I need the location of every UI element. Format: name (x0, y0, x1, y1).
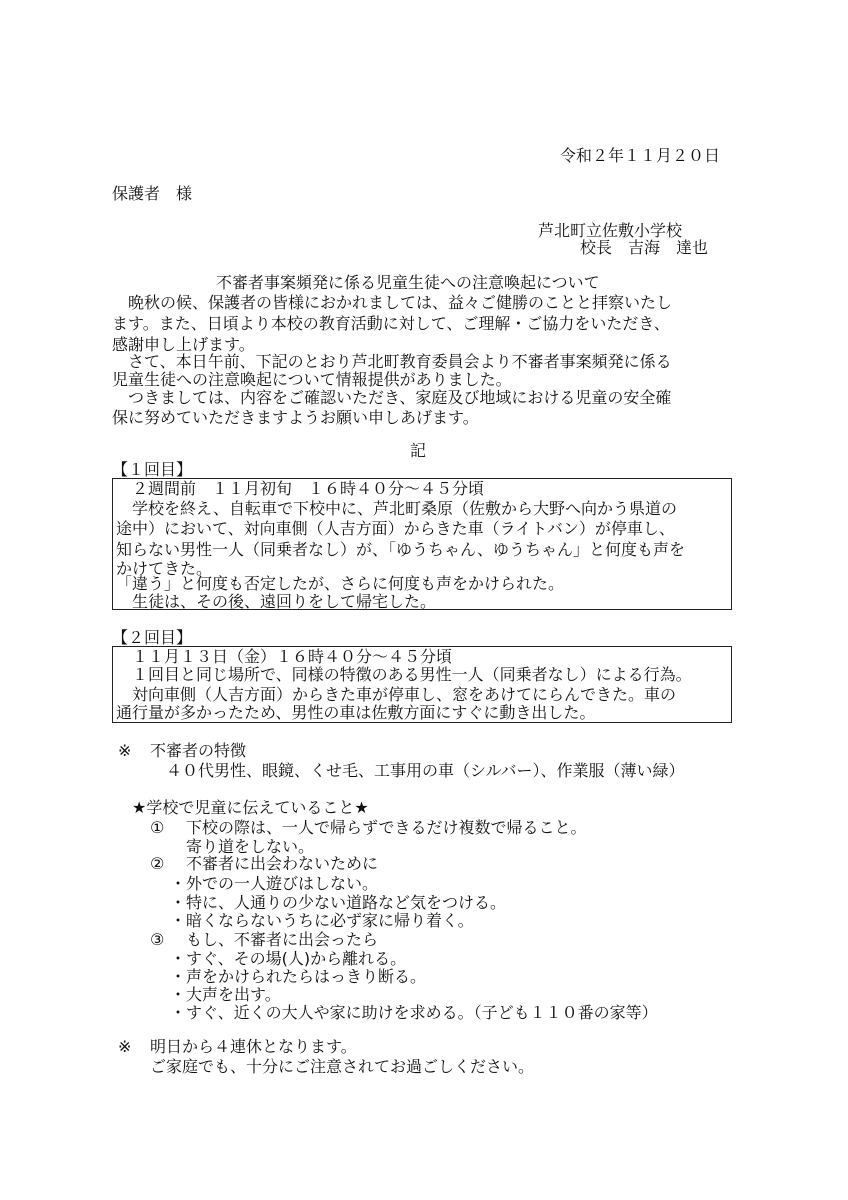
note-mark: ※ (118, 741, 132, 760)
item-number: ① (150, 818, 165, 837)
addressee: 保護者 様 (112, 184, 193, 203)
teaching-heading: ★学校で児童に伝えていること★ (132, 798, 369, 817)
item-text: 不審者に出会わないために (186, 854, 379, 873)
suspect-heading: 不審者の特徴 (150, 741, 247, 760)
item-subline: ・すぐ、その場(人)から離れる。 (170, 949, 407, 968)
item-subline: ・声をかけられたらはっきり断る。 (170, 967, 427, 986)
incident2-line: 通行量が多かったため、男性の車は佐敷方面にすぐに動き出した。 (116, 703, 596, 722)
intro-line: 児童生徒への注意喚起について情報提供がありました。 (112, 370, 512, 389)
note-mark: ※ (118, 1037, 132, 1056)
intro-line: さて、本日午前、下記のとおり芦北町教育委員会より不審者事案頻発に係る (112, 352, 672, 371)
letter-date: 令和２年１１月２０日 (559, 146, 720, 165)
item-subline: ・特に、人通りの少ない道路など気をつける。 (170, 893, 507, 912)
incident1-line: 知らない男性一人（同乗者なし）が、「ゆうちゃん、ゆうちゃん」と何度も声を (116, 540, 685, 559)
incident1-line: かけてきた。 (116, 559, 213, 578)
incident2-label: 【２回目】 (112, 628, 193, 647)
intro-line: 晩秋の候、保護者の皆様におかれましては、益々ご健勝のことと拝察いたし (128, 293, 673, 312)
incident1-line: ２週間前 １１月初旬 １６時４０分～４５分頃 (116, 479, 485, 498)
item-subline: 寄り道をしない。 (186, 837, 315, 856)
intro-line: 保に努めていただきますようお願い申しあげます。 (112, 408, 479, 427)
incident1-line: 「違う」と何度も否定したが、さらに何度も声をかけられた。 (116, 574, 565, 593)
suspect-detail: ４０代男性、眼鏡、くせ毛、工事用の車（シルバー）、作業服（薄い緑） (166, 761, 685, 780)
intro-line: ます。また、日頃より本校の教育活動に対して、ご理解・ご協力をいただき、 (112, 314, 670, 333)
item-text: 下校の際は、一人で帰らずできるだけ複数で帰ること。 (186, 818, 587, 837)
intro-line: 感謝申し上げます。 (112, 335, 255, 354)
closing-line: ご家庭でも、十分にご注意されてお過ごしください。 (150, 1057, 535, 1076)
incident1-line: 途中）において、対向車側（人吉方面）からきた車（ライトバン）が停車し、 (116, 519, 675, 538)
ki-heading: 記 (410, 441, 427, 460)
incident2-line: 対向車側（人吉方面）からきた車が停車し、窓をあけてにらんできた。車の (116, 685, 677, 704)
item-text: もし、不審者に出会ったら (186, 930, 379, 949)
incident2-line: １回目と同じ場所で、同様の特徴のある男性一人（同乗者なし）による行為。 (116, 665, 692, 684)
closing-line: 明日から４連休となります。 (150, 1037, 357, 1056)
letter-title: 不審者事案頻発に係る児童生徒への注意喚起について (216, 273, 600, 292)
item-subline: ・外での一人遊びはしない。 (170, 874, 379, 893)
item-number: ② (150, 854, 165, 873)
incident1-label: 【１回目】 (112, 460, 193, 479)
school-name: 芦北町立佐敷小学校 (538, 221, 683, 240)
item-subline: ・大声を出す。 (170, 985, 281, 1004)
incident1-line: 生徒は、その後、遠回りをして帰宅した。 (116, 592, 437, 611)
item-subline: ・暗くならないうちに必ず家に帰り着く。 (170, 911, 474, 930)
incident2-line: １１月１３日（金）１６時４０分～４５分頃 (116, 647, 453, 666)
incident1-line: 学校を終え、自転車で下校中に、芦北町桑原（佐敷から大野へ向かう県道の (116, 499, 677, 518)
item-number: ③ (150, 930, 165, 949)
item-subline: ・すぐ、近くの大人や家に助けを求める。（子ども１１０番の家等） (170, 1003, 658, 1022)
intro-line: つきましては、内容をご確認いただき、家庭及び地域における児童の安全確 (112, 388, 672, 407)
principal-name: 校長 吉海 達也 (580, 238, 709, 257)
